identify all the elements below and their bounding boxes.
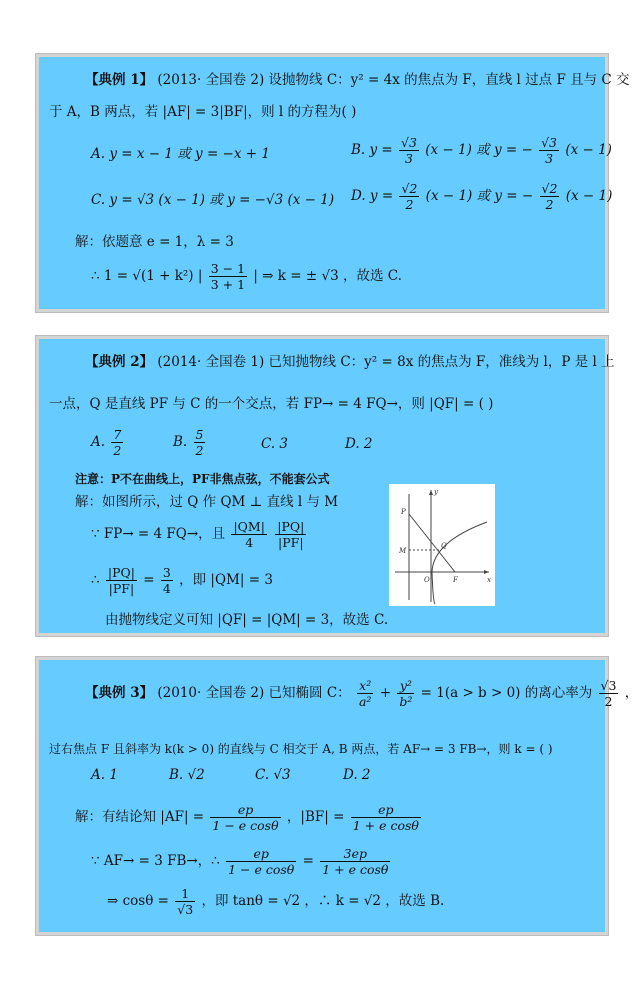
sol3-f5-num: 1 (181, 886, 190, 901)
example-2-stem-line2: 一点，Q 是直线 PF 与 C 的一个交点，若 FP→ = 4 FQ→，则 |QF| = ( ) (49, 396, 494, 412)
solution-2-prefix: ∵ FP→ = 4 FQ→，且 (91, 526, 226, 542)
solution-3-middle: ，|BF| = (286, 809, 345, 825)
solution-1-suffix: | ⇒ k = ± √3 ，故选 C. (253, 268, 402, 284)
sol3-f5-den: √3 (177, 902, 194, 917)
x-axis-arrow (484, 570, 489, 574)
option-d-fraction-1 (399, 181, 419, 212)
example-2-solution-line2 (91, 519, 308, 550)
label-x: x (487, 576, 491, 584)
solution-3-line2-prefix: ∵ AF→ = 3 FB→，∴ (91, 853, 220, 869)
option-a-prefix: A. (91, 434, 106, 450)
parabola-diagram (389, 484, 495, 606)
example-2-solution-line1: 解：如图所示，过 Q 作 QM ⊥ 直线 l 与 M (75, 494, 339, 510)
example-1-stem-text1: 设抛物线 C：y² = 4x 的焦点为 F，直线 l 过点 F 且与 C 交 (268, 72, 630, 88)
example-3-solution-line2 (91, 846, 392, 877)
example-3-stem-line2: 过右焦点 F 且斜率为 k(k > 0) 的直线与 C 相交于 A, B 两点，若 AF→ = 3 FB→，则 k = ( ) (49, 742, 553, 756)
stem-end: ， (624, 685, 639, 701)
example-2-card (36, 336, 615, 636)
sol3-f4-den: 1 + e cosθ (322, 862, 389, 877)
example-1-option-c: C. y = √3 (x − 1) 或 y = −√3 (x − 1) (91, 192, 335, 208)
option-d-den-2: 2 (540, 196, 560, 212)
solution-3-fraction-3 (226, 846, 296, 877)
example-2-source: (2014· 全国卷 1) (157, 354, 265, 370)
ellipse-fraction-y (397, 678, 414, 709)
sol2-f2-num: |PQ| (277, 519, 305, 534)
sol3-f4-num: 3ep (343, 846, 367, 861)
option-b-num: 5 (195, 427, 204, 442)
solution-3-fraction-5 (175, 886, 195, 917)
example-3-stem-pre: 已知椭圆 C： (268, 685, 351, 701)
option-b-fraction-2 (539, 135, 559, 166)
sol3-f3-den: 1 − e cosθ (228, 862, 295, 877)
frac-x-den: a² (358, 694, 372, 709)
label-f: F (453, 576, 458, 584)
example-1-option-d (351, 181, 612, 212)
example-2-tag: 【典例 2】 (85, 354, 154, 370)
example-2-stem-line1 (85, 353, 615, 371)
option-b-prefix: B. (173, 434, 188, 450)
frac-x-num: x² (359, 678, 372, 693)
solution-3-line3-prefix: ⇒ cosθ = (107, 893, 169, 909)
example-3-card (36, 657, 639, 935)
label-m: M (399, 547, 407, 555)
sol3-f2-den: 1 + e cosθ (352, 818, 419, 833)
solution-2-fraction-4 (161, 565, 173, 596)
option-d-num-2: √2 (541, 181, 558, 196)
sol2-f2-den: |PF| (275, 534, 306, 550)
example-2-solution-line4: 由抛物线定义可知 |QF| = |QM| = 3，故选 C. (105, 612, 389, 628)
sol2-f3-num: |PQ| (107, 565, 135, 580)
solution-3-fraction-2 (351, 802, 421, 833)
example-1-option-a: A. y = x − 1 或 y = −x + 1 (91, 146, 270, 162)
stem-middle: = 1(a > b > 0) 的离心率为 (420, 685, 593, 701)
solution-2-fraction-3 (106, 565, 137, 596)
frac-y-num: y² (399, 678, 412, 693)
solution-2-equals: = (143, 572, 155, 588)
label-p: P (401, 508, 406, 516)
option-a-num: 7 (113, 427, 122, 442)
option-d-den-1: 2 (399, 196, 419, 212)
solution-2-fraction-1 (231, 519, 266, 550)
ellipse-fraction-x (357, 678, 373, 709)
example-3-tag: 【典例 3】 (85, 685, 154, 701)
example-1-solution-line2 (91, 261, 402, 292)
parabola-curve (432, 522, 487, 604)
example-1-option-b (351, 135, 612, 166)
solution-1-prefix: ∴ 1 = √(1 + k²) | (91, 268, 203, 284)
example-3-option-c: C. √3 (255, 767, 291, 783)
example-2-option-d: D. 2 (345, 436, 373, 452)
example-1-stem-line1 (85, 71, 630, 89)
solution-3-line3-suffix: ，即 tanθ = √2 ，∴ k = √2 ，故选 B. (201, 893, 445, 909)
option-b-den: 2 (195, 443, 204, 458)
example-1-stem-line2: 于 A，B 两点，若 |AF| = 3|BF|，则 l 的方程为( ) (49, 104, 357, 120)
solution-3-equals: = (302, 853, 314, 869)
solution-1-den: 3 + 1 (210, 277, 246, 292)
sol2-f1-num: |QM| (233, 519, 265, 534)
example-3-option-d: D. 2 (343, 767, 371, 783)
label-q: Q (441, 542, 447, 550)
example-3-source: (2010· 全国卷 2) (157, 685, 265, 701)
solution-3-fraction-1 (210, 802, 280, 833)
example-2-option-c: C. 3 (261, 436, 289, 452)
parabola-figure (389, 484, 495, 606)
example-1-card (36, 54, 630, 312)
solution-3-fraction-4 (320, 846, 390, 877)
option-b-num-2: √3 (541, 135, 558, 150)
solution-2-suffix: ，即 |QM| = 3 (179, 572, 273, 588)
eccentricity-fraction (599, 678, 619, 709)
option-b-prefix: B. y = (351, 142, 393, 158)
label-y: y (434, 488, 438, 496)
example-1-tag: 【典例 1】 (85, 72, 154, 88)
example-2-option-a (91, 427, 125, 458)
solution-2-fraction-2 (275, 519, 306, 550)
ecc-den: 2 (599, 693, 619, 709)
option-d-fraction-2 (540, 181, 560, 212)
option-a-fraction (111, 427, 123, 458)
example-2-stem-text1: 已知抛物线 C：y² = 8x 的焦点为 F，准线为 l，P 是 l 上 (268, 354, 615, 370)
option-d-suffix: (x − 1) (565, 188, 613, 204)
sol3-f1-num: ep (237, 802, 254, 817)
sol2-f4-num: 3 (162, 565, 171, 580)
solution-3-prefix: 解：有结论知 |AF| = (75, 809, 205, 825)
sol2-f4-den: 4 (162, 581, 171, 596)
frac-y-den: b² (399, 694, 413, 709)
example-3-stem-line1 (85, 678, 638, 709)
option-b-fraction-1 (399, 135, 419, 166)
solution-2-therefore: ∴ (91, 572, 100, 588)
example-1-source: (2013· 全国卷 2) (157, 72, 265, 88)
example-3-option-a: A. 1 (91, 767, 118, 783)
option-d-prefix: D. y = (351, 188, 394, 204)
example-3-solution-line1 (75, 802, 423, 833)
example-2-note: 注意：P不在曲线上，PF非焦点弦，不能套公式 (75, 472, 330, 486)
example-2-solution-line3 (91, 565, 273, 596)
example-2-option-b (173, 427, 207, 458)
solution-1-num: 3 − 1 (210, 261, 246, 276)
solution-1-fraction (209, 261, 247, 292)
label-o: O (424, 576, 430, 584)
option-b-middle: (x − 1) 或 y = − (425, 142, 533, 158)
sol2-f3-den: |PF| (106, 580, 137, 596)
sol3-f1-den: 1 − e cosθ (212, 818, 279, 833)
option-b-den-1: 3 (399, 150, 419, 166)
sol3-f3-num: ep (253, 846, 269, 861)
sol3-f2-num: ep (378, 802, 394, 817)
option-b-den-2: 3 (539, 150, 559, 166)
example-1-solution-line1: 解：依题意 e = 1，λ = 3 (75, 234, 234, 250)
option-b-suffix: (x − 1) (565, 142, 612, 158)
option-a-den: 2 (113, 443, 122, 458)
y-axis-arrow (429, 490, 433, 495)
example-3-solution-line3 (107, 886, 444, 917)
option-d-num-1: √2 (401, 181, 418, 196)
ecc-num: √3 (600, 678, 617, 693)
option-d-middle: (x − 1) 或 y = − (425, 188, 534, 204)
option-b-num-1: √3 (401, 135, 417, 150)
example-3-option-b: B. √2 (169, 767, 205, 783)
stem-plus: + (379, 685, 392, 701)
option-b-fraction (194, 427, 206, 458)
sol2-f1-den: 4 (231, 534, 266, 550)
